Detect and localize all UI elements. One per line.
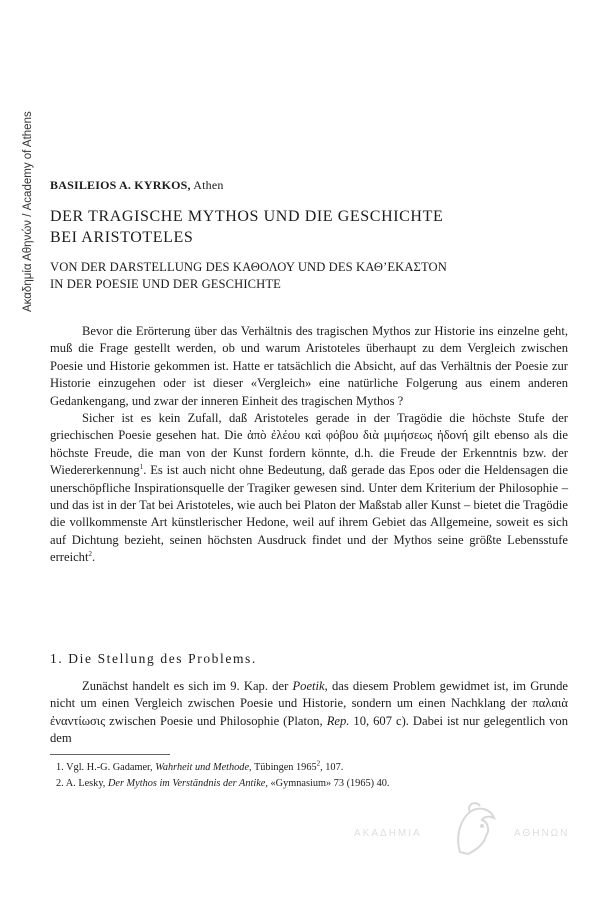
title-line-1: DER TRAGISCHE MYTHOS UND DIE GESCHICHTE bbox=[50, 208, 444, 225]
paragraph-2-end: . bbox=[91, 550, 96, 565]
title-line-2: BEI ARISTOTELES bbox=[50, 229, 194, 246]
poetik-title: Poetik bbox=[292, 679, 325, 693]
footnote-2-b: «Gymnasium» 73 (1965) 40. bbox=[267, 777, 390, 789]
section-heading: 1. Die Stellung des Problems. bbox=[50, 651, 257, 666]
watermark-left-text: ΑΚΑΔΗΜΙΑ bbox=[354, 828, 422, 839]
paragraph-3-part-c: 10, 607 c). Dabei ist nur gelegentlich von dem bbox=[50, 713, 568, 746]
paragraph-2-part-a: Sicher ist es kein Zufall, daß Aristoteles gerade in der Tragödie die höchste Stufe der griechischen Poesie gesehen hat. Die ἀπὸ ἐλέου καὶ φόβου διὰ μιμήσεως ἡδονή gilt ebenso als die höchste Freude, die man von der Kunst fordern könnte, d.h. die Freude der Erkenntnis bzw. der Wiedererkennung bbox=[50, 411, 568, 478]
watermark-right-text: ΑΘΗΝΩΝ bbox=[514, 828, 570, 839]
footnote-1-sup: 2 bbox=[316, 759, 321, 768]
paragraph-1: Bevor die Erörterung über das Verhältnis des tragischen Mythos zur Historie ins einzelne geht, muß die Frage gestellt werden, ob und warum Aristoteles überhaupt zu dem Vergleich zwischen Poesie und Historie gekommen ist. Hatte er tatsächlich die Absicht, auf das Verhältnis der Poesie zur Historie einzugehen oder ist dieser «Vergleich» eine natürliche Folgerung aus einem anderen Gedankengang, und zwar der inneren Einheit des tragischen Mythos ? bbox=[50, 324, 568, 408]
paragraph-3 bbox=[50, 678, 568, 748]
paragraph-2 bbox=[50, 410, 568, 567]
paragraph-3-part-b: , das diesem Problem gewidmet ist, im Grunde nicht um einen Vergleich zwischen Poesie und Historie, sondern um einen Nachklang der παλαιὰ ἐναντίωσις zwischen Poesie und Philosophie (Platon, bbox=[50, 679, 568, 728]
subtitle-line-2: IN DER POESIE UND DER GESCHICHTE bbox=[50, 277, 281, 291]
paragraph-3-part-a: Zunächst handelt es sich im 9. Kap. der bbox=[82, 679, 293, 693]
footnotes bbox=[50, 760, 580, 791]
subtitle-line-1: VON DER DARSTELLUNG DES ΚΑΘΟΛΟΥ UND DES ΚΑΘ’ΕΚΑΣΤΟΝ bbox=[50, 260, 447, 274]
footnote-1-c: , 107. bbox=[320, 762, 344, 773]
footnote-1-a: 1. Vgl. H.-G. Gadamer, bbox=[56, 762, 156, 773]
footnote-1-title: Wahrheit und Methode, bbox=[155, 762, 252, 773]
author-name: BASILEIOS A. KYRKOS, bbox=[50, 178, 191, 192]
footnote-ref-2: 2 bbox=[88, 550, 92, 559]
footnote-2 bbox=[50, 776, 580, 792]
rep-citation: Rep. bbox=[326, 713, 350, 728]
author-place: Athen bbox=[193, 178, 224, 192]
side-stamp: Ακαδημία Αθηνών / Academy of Athens bbox=[22, 111, 34, 312]
footnote-2-title: Der Mythos im Verständnis der Antike, bbox=[107, 777, 268, 789]
footnote-2-a: 2. A. Lesky, bbox=[56, 777, 108, 789]
article-title bbox=[50, 206, 570, 248]
paragraph-2-part-b: . Es ist auch nicht ohne Bedeutung, daß gerade das Epos oder die Heldensagen die unerschöpfliche Inspirationsquelle der Tragiker gewesen sind. Unter dem Kriterium der Philosophie – und das ist in der Tat bei Aristoteles, wie auch bei Platon der Maßstab aller Kunst – bietet die Tragödie die vollkommenste Art künstlerischer Hedone, weil auf ihrem Gebiet das Allgemeine, soweit es sich auf Dichtung bezieht, seinen höchsten Ausdruck findet und der Mythos seine größte Lebensstufe erreicht bbox=[50, 463, 568, 565]
footnote-1 bbox=[50, 760, 580, 776]
athena-head-icon bbox=[446, 800, 502, 858]
body-text-continued bbox=[50, 678, 568, 748]
footnote-ref-1: 1 bbox=[139, 463, 144, 472]
footnote-1-b: Tübingen 1965 bbox=[251, 762, 317, 773]
body-text bbox=[50, 323, 568, 567]
footnote-rule bbox=[50, 754, 170, 755]
author-line bbox=[50, 178, 224, 193]
article-subtitle bbox=[50, 259, 580, 293]
academy-watermark bbox=[354, 800, 584, 858]
